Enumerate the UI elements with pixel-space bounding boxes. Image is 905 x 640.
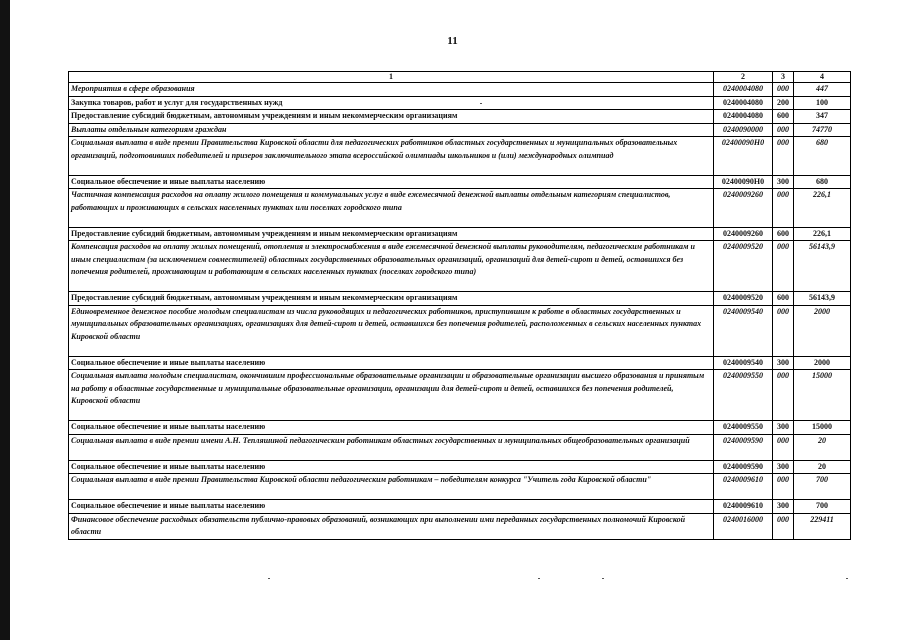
row-name: Единовременное денежное пособие молодым специалистам из числа руководящих и педагогических работников, приступившим к работе в областных государственных и муниципальных образовательных организациях, организациях для детей-сирот и детей, оставшихся без попечения родителей, расположенных в сельских населенных пунктах Кировской области bbox=[69, 305, 714, 356]
row-amount: 447 bbox=[794, 83, 851, 97]
header-row bbox=[69, 72, 851, 83]
row-name: Предоставление субсидий бюджетным, автономным учреждениям и иным некоммерческим организациям bbox=[69, 292, 714, 306]
row-expense-type: 600 bbox=[773, 110, 794, 124]
row-code: 0240016000 bbox=[714, 513, 773, 539]
row-expense-type: 000 bbox=[773, 241, 794, 292]
row-name: Социальная выплата в виде премии Правительства Кировской области для педагогических работников областных государственных и муниципальных образовательных организаций, подготовивших победителей и призеров заключительного этапа всероссийской олимпиады школьников и (или) международных олимпиад bbox=[69, 137, 714, 176]
row-amount: 2000 bbox=[794, 356, 851, 370]
row-amount: 347 bbox=[794, 110, 851, 124]
table-row bbox=[69, 137, 851, 176]
row-expense-type: 000 bbox=[773, 305, 794, 356]
table-row bbox=[69, 292, 851, 306]
row-code: 0240009550 bbox=[714, 421, 773, 435]
table-row bbox=[69, 175, 851, 189]
table-row bbox=[69, 370, 851, 421]
row-name: Компенсация расходов на оплату жилых помещений, отопления и электроснабжения в виде ежемесячной денежной выплаты руководителям, педагогическим работникам и иным специалистам (за исключением совместителей) областных государственных образовательных организаций, организаций для детей-сирот и детей, оставшихся без попечения родителей, проживающим и работающим в сельских населенных пунктах (поселках городского типа) bbox=[69, 241, 714, 292]
row-code: 02400090Н0 bbox=[714, 175, 773, 189]
row-code: 0240009540 bbox=[714, 356, 773, 370]
row-name: Мероприятия в сфере образования bbox=[69, 83, 714, 97]
table-row bbox=[69, 513, 851, 539]
row-code: 0240009610 bbox=[714, 500, 773, 514]
row-amount: 20 bbox=[794, 434, 851, 460]
row-expense-type: 600 bbox=[773, 292, 794, 306]
row-code: 0240004080 bbox=[714, 110, 773, 124]
scan-edge-bar bbox=[0, 0, 10, 640]
row-amount: 100 bbox=[794, 96, 851, 110]
row-expense-type: 000 bbox=[773, 137, 794, 176]
table-row bbox=[69, 83, 851, 97]
column-header-4: 4 bbox=[794, 72, 851, 83]
table-row bbox=[69, 500, 851, 514]
row-amount: 226,1 bbox=[794, 189, 851, 228]
row-name: Социальное обеспечение и иные выплаты населению bbox=[69, 175, 714, 189]
row-name: Социальная выплата в виде премии имени А.Н. Тепляшиной педагогическим работникам областных государственных и муниципальных общеобразовательных организаций bbox=[69, 434, 714, 460]
table-row bbox=[69, 305, 851, 356]
row-name: Социальное обеспечение и иные выплаты населению bbox=[69, 460, 714, 474]
row-code: 0240009520 bbox=[714, 292, 773, 306]
row-amount: 20 bbox=[794, 460, 851, 474]
row-code: 0240009540 bbox=[714, 305, 773, 356]
column-header-2: 2 bbox=[714, 72, 773, 83]
row-amount: 56143,9 bbox=[794, 292, 851, 306]
row-code: 0240009590 bbox=[714, 460, 773, 474]
table-row bbox=[69, 227, 851, 241]
row-code: 0240009590 bbox=[714, 434, 773, 460]
table-row bbox=[69, 110, 851, 124]
table-row bbox=[69, 460, 851, 474]
table-row bbox=[69, 434, 851, 460]
row-expense-type: 600 bbox=[773, 227, 794, 241]
table-row bbox=[69, 356, 851, 370]
row-code: 0240004080 bbox=[714, 83, 773, 97]
page-number: 11 bbox=[447, 35, 458, 47]
row-expense-type: 000 bbox=[773, 513, 794, 539]
row-name: Закупка товаров, работ и услуг для государственных нужд bbox=[69, 96, 714, 110]
table-row bbox=[69, 241, 851, 292]
row-amount: 226,1 bbox=[794, 227, 851, 241]
row-code: 0240009610 bbox=[714, 474, 773, 500]
row-amount: 74770 bbox=[794, 123, 851, 137]
scan-speck bbox=[480, 103, 482, 104]
row-expense-type: 000 bbox=[773, 83, 794, 97]
row-name: Социальное обеспечение и иные выплаты населению bbox=[69, 421, 714, 435]
row-code: 0240004080 bbox=[714, 96, 773, 110]
row-amount: 2000 bbox=[794, 305, 851, 356]
table-row bbox=[69, 421, 851, 435]
row-expense-type: 000 bbox=[773, 474, 794, 500]
row-expense-type: 000 bbox=[773, 189, 794, 228]
row-code: 0240090000 bbox=[714, 123, 773, 137]
row-amount: 680 bbox=[794, 137, 851, 176]
row-name: Социальное обеспечение и иные выплаты населению bbox=[69, 500, 714, 514]
row-name: Предоставление субсидий бюджетным, автономным учреждениям и иным некоммерческим организациям bbox=[69, 110, 714, 124]
row-code: 02400090Н0 bbox=[714, 137, 773, 176]
row-expense-type: 000 bbox=[773, 123, 794, 137]
row-amount: 15000 bbox=[794, 370, 851, 421]
table-row bbox=[69, 123, 851, 137]
row-amount: 56143,9 bbox=[794, 241, 851, 292]
row-name: Выплаты отдельным категориям граждан bbox=[69, 123, 714, 137]
row-code: 0240009260 bbox=[714, 189, 773, 228]
row-amount: 680 bbox=[794, 175, 851, 189]
column-header-1: 1 bbox=[69, 72, 714, 83]
row-amount: 700 bbox=[794, 474, 851, 500]
row-name: Финансовое обеспечение расходных обязательств публично-правовых образований, возникающих при выполнении ими переданных государственных полномочий Кировской области bbox=[69, 513, 714, 539]
row-amount: 229411 bbox=[794, 513, 851, 539]
budget-table bbox=[68, 71, 851, 540]
row-name: Частичная компенсация расходов на оплату жилого помещения и коммунальных услуг в виде ежемесячной денежной выплаты отдельным категориям специалистов, работающих и проживающих в сельских населенных пунктах или поселках городского типа bbox=[69, 189, 714, 228]
row-expense-type: 300 bbox=[773, 500, 794, 514]
scan-speck bbox=[538, 578, 540, 579]
row-expense-type: 300 bbox=[773, 356, 794, 370]
row-expense-type: 000 bbox=[773, 370, 794, 421]
row-amount: 700 bbox=[794, 500, 851, 514]
row-code: 0240009550 bbox=[714, 370, 773, 421]
table-row bbox=[69, 96, 851, 110]
row-code: 0240009520 bbox=[714, 241, 773, 292]
row-name: Предоставление субсидий бюджетным, автономным учреждениям и иным некоммерческим организациям bbox=[69, 227, 714, 241]
scan-speck bbox=[846, 578, 848, 579]
scan-speck bbox=[602, 578, 604, 579]
row-name: Социальная выплата молодым специалистам, окончившим профессиональные образовательные организации и образовательные организации высшего образования и принятым на работу в областные государственные и муниципальные образовательные организации, организации для детей-сирот и детей, оставшихся без попечения родителей, Кировской области bbox=[69, 370, 714, 421]
table-row bbox=[69, 474, 851, 500]
table-row bbox=[69, 189, 851, 228]
row-expense-type: 200 bbox=[773, 96, 794, 110]
row-expense-type: 300 bbox=[773, 421, 794, 435]
row-expense-type: 300 bbox=[773, 175, 794, 189]
row-expense-type: 000 bbox=[773, 434, 794, 460]
row-code: 0240009260 bbox=[714, 227, 773, 241]
row-name: Социальное обеспечение и иные выплаты населению bbox=[69, 356, 714, 370]
scan-speck bbox=[268, 578, 270, 579]
column-header-3: 3 bbox=[773, 72, 794, 83]
row-expense-type: 300 bbox=[773, 460, 794, 474]
row-amount: 15000 bbox=[794, 421, 851, 435]
row-name: Социальная выплата в виде премии Правительства Кировской области педагогическим работникам – победителям конкурса "Учитель года Кировской области" bbox=[69, 474, 714, 500]
